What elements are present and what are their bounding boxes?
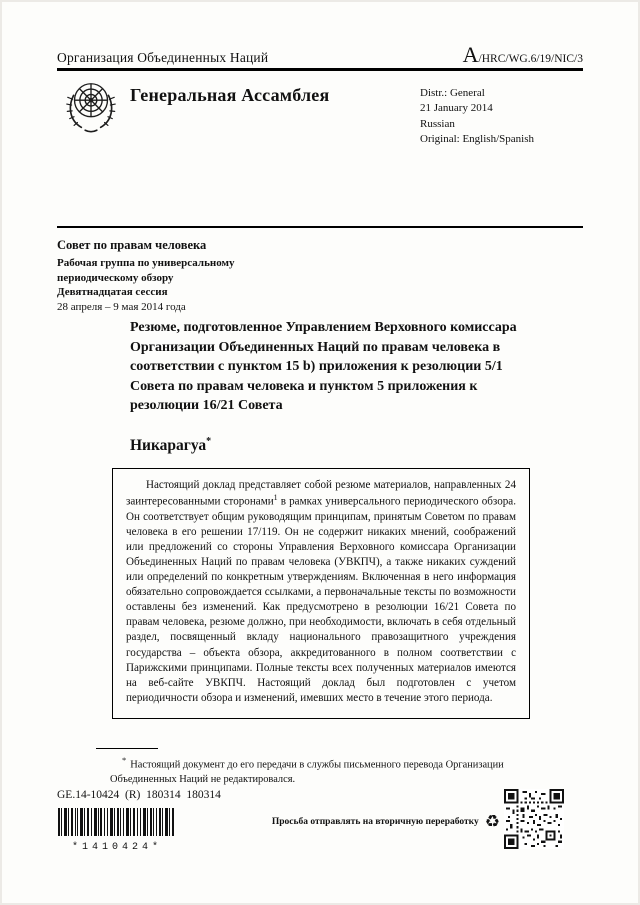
qr-code-icon xyxy=(504,789,564,854)
council-title: Совет по правам человека xyxy=(57,238,207,252)
footnote-text: Настоящий документ до его передачи в службы письменного перевода Организации Объединенных Наций не редактировался. xyxy=(110,759,504,786)
barcode-icon xyxy=(58,808,176,836)
country-name: Никарагуа xyxy=(130,437,207,455)
session-block xyxy=(57,237,235,314)
barcode-text: *1410424* xyxy=(71,842,162,853)
distr-line: Distr.: General xyxy=(420,87,485,99)
working-group-line: периодическому обзору xyxy=(57,271,174,284)
footnote xyxy=(110,755,558,788)
header-row xyxy=(57,42,583,68)
doc-symbol-number: /HRC/WG.6/19/NIC/3 xyxy=(478,53,583,65)
footnote-ref: * xyxy=(122,755,127,765)
summary-text xyxy=(126,478,516,706)
un-emblem-icon xyxy=(60,76,122,138)
header-divider xyxy=(57,68,583,71)
recycle-icon: ♻ xyxy=(484,812,500,831)
working-group-line: Рабочая группа по универсальному xyxy=(57,257,235,270)
recycle-note-text: Просьба отправлять на вторичную переработку xyxy=(271,816,479,827)
doc-symbol-letter: A xyxy=(462,42,479,67)
doc-code: GE.14-10424 (R) 180314 180314 xyxy=(57,789,221,801)
org-name: Организация Объединенных Наций xyxy=(57,50,269,65)
footnote-divider xyxy=(96,748,158,749)
date-line: 21 January 2014 xyxy=(420,102,493,115)
barcode xyxy=(57,808,177,853)
title-block xyxy=(130,318,544,455)
report-title: Резюме, подготовленное Управлением Верховного комиссара Организации Объединенных Наций по правам человека в соответствии с пунктом 15 b) приложения к резолюции 5/1 Совета по правам человека и пунктом 5 приложения к резолюции 16/21 Совета xyxy=(130,320,517,414)
recycle-note xyxy=(188,813,500,830)
assembly-title: Генеральная Ассамблея xyxy=(130,85,330,105)
country-footnote-ref: * xyxy=(206,435,212,447)
session-dates: 28 апреля – 9 мая 2014 года xyxy=(57,301,186,314)
doc-symbol xyxy=(463,42,583,68)
language-line: Russian xyxy=(420,117,455,130)
summary-text-part2: в рамках универсального периодического обзора. Он соответствует общим руководящим принципам, принятым Советом по правам человека в его решении 17/119. Он не содержит никаких мнений, соображений или предложений со стороны Управления Верховного комиссара Организации Объединенных Наций по правам человека (УВКПЧ), а также никаких суждений или определений по конкретным утверждениям. Включенная в него информация обязательно сопровождается ссылками, а первоначальные тексты по возможности оставлены без изменений. Как предусмотрено в резолюции 16/21 Совета по правам человека, резюме должно, при необходимости, включать в себя отдельный раздел, посвященный вкладу национального правозащитного учреждения государства – объекта обзора, аккредитованного в полном соответствии с Парижскими принципами. Полные тексты всех полученных материалов имеются на веб-сайте УВКПЧ. Настоящий доклад был подготовлен с учетом периодичности обзора и изменений, имевших место в течение этого периода. xyxy=(126,495,517,704)
country-heading xyxy=(130,436,544,455)
original-language-line: Original: English/Spanish xyxy=(420,133,534,146)
summary-footnote-ref: 1 xyxy=(273,493,278,503)
summary-box xyxy=(112,468,530,719)
summary-text-part1: Настоящий доклад представляет собой резюме материалов, направленных 24 заинтересованными сторонами xyxy=(126,479,516,508)
masthead-divider xyxy=(57,226,583,228)
session-number: Девятнадцатая сессия xyxy=(57,285,168,298)
distribution-info xyxy=(420,86,534,148)
